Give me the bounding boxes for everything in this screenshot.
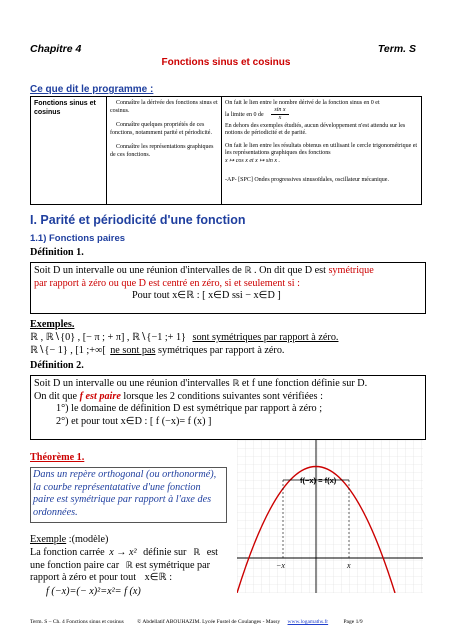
examples-sets: ℝ , ℝ∖{0} , [− π ; + π] , ℝ∖{−1 ;+ 1} [30, 332, 186, 343]
footer-link[interactable]: www.logamaths.fr [287, 619, 329, 625]
example-formula: x∈ℝ [144, 572, 167, 584]
definition-text: Soit D un intervalle ou une réunion d'intervalles [34, 378, 230, 389]
example-text: La fonction carrée [30, 547, 105, 558]
theorem-box [30, 467, 227, 523]
programme-note: la limite en 0 de [225, 111, 264, 118]
example-text: définie sur [143, 547, 187, 558]
definition-text: et f une fonction définie sur D. [241, 378, 368, 389]
examples-line [30, 345, 284, 358]
parabola-graph [237, 440, 423, 593]
example-text: est symétrique par [135, 559, 211, 571]
theorem-label: Théorème 1. [30, 452, 85, 463]
programme-item: Connaître la dérivée des fonctions sinus et cosinus. [110, 100, 218, 114]
definition-text: lorsque les 2 conditions suivantes sont vérifiées : [123, 390, 323, 402]
graph-label-x: x [347, 561, 351, 570]
definition-text: Soit D un intervalle ou une réunion d'intervalles de [34, 265, 242, 276]
definition-text: On dit que [34, 390, 78, 402]
definition-keyword: f est paire [79, 390, 121, 402]
graph-label-neg-x: −x [276, 561, 285, 570]
definition-condition: 1°) le domaine de définition D est symétrique par rapport à zéro ; [56, 403, 323, 415]
footer [30, 619, 363, 625]
theorem-text: la courbe représentatative d'une fonction [33, 481, 201, 493]
fraction-numerator: sin x [271, 107, 289, 116]
graph-label-f: f(−x) = f(x) [300, 476, 337, 485]
definition-label: Définition 1. [30, 247, 84, 258]
theorem-text: ordonnées. [33, 506, 78, 518]
programme-note: On fait le lien entre le nombre dérivé de la fonction sinus en 0 et [225, 100, 380, 106]
footer-author: © Abdellatif ABOUHAZIM. Lycée Fustel de Coulanges - Massy [137, 619, 281, 625]
examples-sets: ℝ∖{− 1} , [1 ;+∞[ [30, 345, 106, 356]
programme-item: Connaître les représentations graphiques de ces fonctions. [110, 144, 214, 158]
example-body [30, 547, 240, 598]
reals-symbol: ℝ [232, 379, 240, 389]
example-text: rapport à zéro et pour tout [30, 572, 137, 584]
page-title: Fonctions sinus et cosinus [161, 57, 291, 68]
programme-note: x ↦ cos x et x ↦ sin x . [225, 157, 281, 164]
theorem-text: Dans un repère orthogonal (ou orthonormé), [33, 469, 217, 480]
examples-label: Exemples. [30, 319, 75, 330]
programme-item: Connaître quelques propriétés de ces fonctions, notamment parité et périodicité. [110, 122, 212, 136]
programme-col3 [225, 100, 420, 185]
graph-grid [237, 440, 423, 593]
examples-keyword: ne sont pas [110, 345, 156, 356]
example-formula: x → x² [109, 547, 137, 558]
reals-symbol: ℝ [244, 266, 252, 276]
reals-symbol: ℝ [193, 548, 201, 558]
definition-keyword: symétrique [328, 265, 374, 276]
example-text: est [206, 547, 219, 558]
programme-topic: Fonctions sinus et cosinus [34, 100, 96, 116]
definition-formula: Pour tout x∈ℝ : [ x∈D ssi − x∈D ] [132, 290, 281, 302]
example-text: une fonction paire car [30, 559, 120, 571]
definition-condition: 2°) et pour tout x∈D : [ f (−x)= f (x) ] [56, 415, 212, 427]
examples-text: symétriques par rapport à zéro. [158, 345, 285, 356]
reals-symbol: ℝ [125, 560, 133, 571]
definition-text: . On dit que D est [254, 265, 326, 276]
example-text: : [169, 572, 173, 584]
definition-box [30, 375, 426, 440]
programme-heading: Ce que dit le programme : [30, 84, 154, 95]
examples-line [30, 332, 338, 345]
programme-table [30, 96, 422, 205]
examples-text: sont symétriques par rapport à zéro. [192, 332, 339, 343]
programme-ap: -AP- [SPC] Ondes progressives sinusoïdales, oscillateur mécanique. [225, 177, 389, 183]
example-formula: f (−x)=(− x)²=x²= f (x) [46, 585, 141, 597]
chapter-label: Chapitre 4 [30, 43, 82, 55]
programme-note: En dehors des exemples étudiés, aucun développement n'est attendu sur les notions de périodicité et de parité. [225, 122, 406, 136]
fraction-denominator: x [278, 114, 282, 121]
example-label: Exemple [30, 534, 67, 545]
programme-note: On fait le lien entre les résultats obtenus en utilisant le cercle trigonométrique et les représentations graphiques des fonctions [225, 142, 418, 156]
footer-page: Page 1/9 [343, 619, 363, 625]
definition-text: par rapport à zéro ou que D est centré en zéro, si et seulement si : [34, 277, 300, 289]
footer-left: Term. S – Ch. 4 Fonctions sinus et cosinus [30, 619, 124, 625]
definition-label: Définition 2. [30, 360, 84, 371]
section-title: I. Parité et périodicité d'une fonction [30, 213, 246, 227]
subsection-title: 1.1) Fonctions paires [30, 233, 126, 244]
theorem-text: paire est symétrique par rapport à l'axe des [33, 494, 212, 506]
programme-col2 [110, 100, 218, 159]
definition-box [30, 262, 426, 314]
example-heading [30, 534, 108, 547]
level-label: Term. S [377, 43, 416, 55]
example-label-suffix: :(modèle) [66, 534, 109, 545]
